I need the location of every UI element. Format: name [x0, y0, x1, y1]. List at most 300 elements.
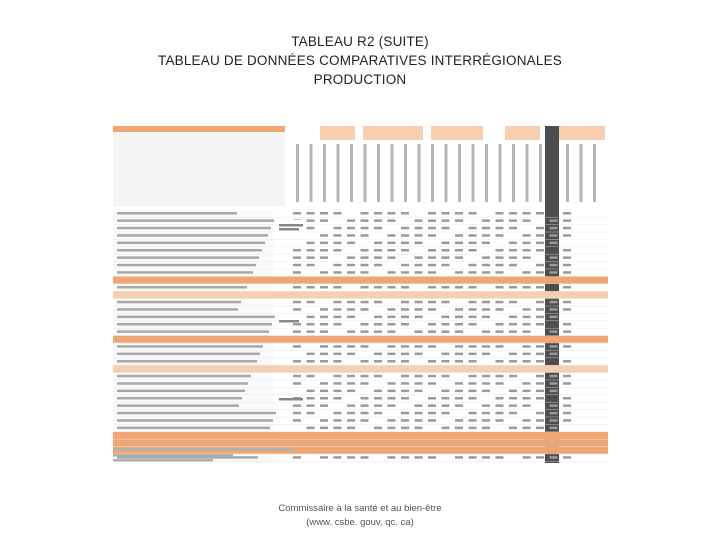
- cell-value: [307, 360, 315, 363]
- cell-value: [455, 249, 463, 252]
- cell-value: [496, 249, 504, 252]
- row-label-text: [117, 427, 270, 430]
- cell-value: [293, 256, 301, 259]
- row-label-text: [117, 330, 269, 333]
- cell-value: [401, 249, 409, 252]
- column-header-5: [350, 144, 353, 202]
- summary-row: [113, 439, 608, 446]
- cell-value: [442, 353, 450, 356]
- cell-value: [388, 286, 396, 289]
- footer-line-2: (www. csbe. gouv. qc. ca): [306, 517, 414, 528]
- cell-value: [496, 375, 504, 378]
- title-line-1: TABLEAU R2 (SUITE): [291, 34, 429, 49]
- cell-value: [455, 397, 463, 400]
- cell-value: [509, 264, 517, 267]
- cell-value: [455, 330, 463, 333]
- cell-value: [536, 397, 544, 400]
- cell-value: [401, 271, 409, 274]
- cell-value: [563, 256, 571, 259]
- cell-value: [442, 404, 450, 407]
- cell-value: [523, 345, 531, 348]
- cell-value: [307, 242, 315, 245]
- cell-value: [361, 404, 369, 407]
- cell-value: [347, 375, 355, 378]
- cell-value: [428, 375, 436, 378]
- cell-value: [482, 242, 490, 245]
- cell-value: [455, 212, 463, 215]
- cell-value: [415, 219, 423, 222]
- cell-value: [536, 360, 544, 363]
- row-label-text: [117, 264, 256, 267]
- cell-value: [536, 242, 544, 245]
- cell-value: [482, 256, 490, 259]
- cell-value: [442, 316, 450, 319]
- row-label-text: [117, 242, 265, 245]
- cell-value: [388, 330, 396, 333]
- summary-row: [113, 336, 608, 343]
- cell-value: [347, 234, 355, 237]
- cell-value: [536, 419, 544, 422]
- cell-value: [536, 227, 544, 230]
- cell-value: [482, 427, 490, 430]
- cell-value: [482, 390, 490, 393]
- column-header-16: [499, 144, 502, 202]
- cell-value: [442, 256, 450, 259]
- cell-value: [482, 227, 490, 230]
- cell-value: [523, 234, 531, 237]
- cell-value: [415, 419, 423, 422]
- cell-value: [401, 242, 409, 245]
- cell-value: [401, 264, 409, 267]
- row-label-text: [117, 375, 251, 378]
- row-label-text: [117, 212, 237, 215]
- cell-value: [523, 382, 531, 385]
- cell-value: [388, 256, 396, 259]
- cell-value: [496, 345, 504, 348]
- cell-value: [428, 234, 436, 237]
- cell-value: [347, 382, 355, 385]
- cell-value: [536, 375, 544, 378]
- cell-value: [455, 242, 463, 245]
- cell-value: [523, 397, 531, 400]
- cell-value: [550, 271, 558, 274]
- cell-value: [563, 271, 571, 274]
- summary-row: [113, 432, 608, 439]
- cell-value: [536, 353, 544, 356]
- cell-value: [428, 330, 436, 333]
- cell-value: [293, 382, 301, 385]
- section-label-accessibilite-text: [279, 228, 299, 231]
- cell-value: [320, 234, 328, 237]
- cell-value: [320, 360, 328, 363]
- column-header-14: [472, 144, 475, 202]
- section-label-accessibilite-text: [279, 224, 303, 227]
- column-header-11: [431, 144, 434, 202]
- column-header-8: [391, 144, 394, 202]
- cell-value: [401, 286, 409, 289]
- cell-value: [320, 219, 328, 222]
- cell-value: [523, 308, 531, 311]
- cell-value: [550, 404, 558, 407]
- cell-value: [347, 219, 355, 222]
- cell-value: [428, 212, 436, 215]
- cell-value: [509, 323, 517, 326]
- cell-value: [334, 316, 342, 319]
- cell-value: [388, 212, 396, 215]
- cell-value: [428, 456, 436, 459]
- cell-value: [415, 256, 423, 259]
- cell-value: [442, 212, 450, 215]
- cell-value: [388, 308, 396, 311]
- cell-value: [415, 242, 423, 245]
- cell-value: [415, 345, 423, 348]
- cell-value: [523, 456, 531, 459]
- cell-value: [469, 264, 477, 267]
- cell-value: [509, 249, 517, 252]
- cell-value: [550, 256, 558, 259]
- cell-value: [469, 456, 477, 459]
- cell-value: [293, 360, 301, 363]
- cell-value: [496, 234, 504, 237]
- cell-value: [442, 375, 450, 378]
- cell-value: [523, 219, 531, 222]
- cell-value: [334, 323, 342, 326]
- summary-row: [113, 277, 608, 284]
- cell-value: [482, 404, 490, 407]
- cell-value: [523, 316, 531, 319]
- cell-value: [469, 234, 477, 237]
- cell-value: [374, 301, 382, 304]
- cell-value: [455, 286, 463, 289]
- cell-value: [361, 330, 369, 333]
- column-header-21: [566, 144, 569, 202]
- cell-value: [307, 353, 315, 356]
- cell-value: [401, 345, 409, 348]
- row-label-text: [117, 456, 258, 459]
- cell-value: [374, 212, 382, 215]
- cell-value: [536, 264, 544, 267]
- cell-value: [307, 404, 315, 407]
- cell-value: [401, 456, 409, 459]
- cell-value: [428, 256, 436, 259]
- cell-value: [469, 212, 477, 215]
- cell-value: [523, 404, 531, 407]
- cell-value: [347, 456, 355, 459]
- cell-value: [550, 242, 558, 245]
- cell-value: [523, 323, 531, 326]
- cell-value: [320, 330, 328, 333]
- cell-value: [388, 249, 396, 252]
- cell-value: [455, 308, 463, 311]
- cell-value: [428, 286, 436, 289]
- cell-value: [496, 330, 504, 333]
- cell-value: [455, 316, 463, 319]
- cell-value: [388, 427, 396, 430]
- cell-value: [469, 390, 477, 393]
- cell-value: [293, 271, 301, 274]
- cell-value: [347, 404, 355, 407]
- column-header-1: [296, 144, 299, 202]
- cell-value: [361, 375, 369, 378]
- cell-value: [509, 219, 517, 222]
- cell-value: [509, 390, 517, 393]
- cell-value: [374, 242, 382, 245]
- cell-value: [482, 234, 490, 237]
- cell-value: [428, 419, 436, 422]
- cell-value: [334, 360, 342, 363]
- cell-value: [482, 419, 490, 422]
- cell-value: [536, 427, 544, 430]
- table-graphic: [113, 118, 608, 463]
- cell-value: [334, 412, 342, 415]
- row-label-text: [117, 308, 238, 311]
- cell-value: [401, 419, 409, 422]
- cell-value: [347, 353, 355, 356]
- slide-title: [0, 32, 720, 89]
- cell-value: [550, 412, 558, 415]
- cell-value: [428, 264, 436, 267]
- cell-value: [388, 390, 396, 393]
- cell-value: [374, 353, 382, 356]
- cell-value: [509, 227, 517, 230]
- cell-value: [374, 404, 382, 407]
- cell-value: [401, 353, 409, 356]
- cell-value: [307, 227, 315, 230]
- region-group-header-2: [363, 126, 423, 140]
- cell-value: [293, 323, 301, 326]
- column-header-17: [512, 144, 515, 202]
- cell-value: [361, 271, 369, 274]
- cell-value: [496, 227, 504, 230]
- cell-value: [469, 323, 477, 326]
- cell-value: [320, 308, 328, 311]
- row-label-text: [117, 219, 274, 222]
- cell-value: [509, 412, 517, 415]
- cell-value: [509, 301, 517, 304]
- cell-value: [523, 286, 531, 289]
- column-header-12: [445, 144, 448, 202]
- cell-value: [536, 323, 544, 326]
- cell-value: [455, 390, 463, 393]
- cell-value: [374, 323, 382, 326]
- column-header-4: [337, 144, 340, 202]
- cell-value: [347, 345, 355, 348]
- cell-value: [334, 212, 342, 215]
- cell-value: [293, 404, 301, 407]
- cell-value: [320, 345, 328, 348]
- cell-value: [563, 382, 571, 385]
- cell-value: [401, 323, 409, 326]
- cell-value: [442, 323, 450, 326]
- cell-value: [563, 375, 571, 378]
- cell-value: [320, 419, 328, 422]
- cell-value: [320, 249, 328, 252]
- cell-value: [496, 256, 504, 259]
- column-header-23: [593, 144, 596, 202]
- cell-value: [455, 427, 463, 430]
- cell-value: [509, 404, 517, 407]
- cell-value: [509, 360, 517, 363]
- cell-value: [347, 301, 355, 304]
- cell-value: [455, 256, 463, 259]
- cell-value: [455, 345, 463, 348]
- cell-value: [536, 249, 544, 252]
- cell-value: [374, 286, 382, 289]
- cell-value: [550, 456, 558, 459]
- cell-value: [469, 227, 477, 230]
- cell-value: [469, 427, 477, 430]
- cell-value: [523, 242, 531, 245]
- cell-value: [320, 456, 328, 459]
- cell-value: [388, 234, 396, 237]
- cell-value: [550, 353, 558, 356]
- cell-value: [482, 345, 490, 348]
- title-line-3: PRODUCTION: [313, 72, 407, 87]
- comparative-table-image: [113, 118, 608, 463]
- cell-value: [469, 360, 477, 363]
- cell-value: [401, 227, 409, 230]
- cell-value: [388, 345, 396, 348]
- cell-value: [509, 397, 517, 400]
- cell-value: [442, 227, 450, 230]
- cell-value: [536, 286, 544, 289]
- cell-value: [469, 308, 477, 311]
- cell-value: [509, 427, 517, 430]
- cell-value: [361, 382, 369, 385]
- cell-value: [307, 286, 315, 289]
- cell-value: [320, 404, 328, 407]
- cell-value: [563, 323, 571, 326]
- cell-value: [550, 330, 558, 333]
- cell-value: [482, 301, 490, 304]
- cell-value: [482, 382, 490, 385]
- section-label-productivite-text: [279, 398, 303, 401]
- cell-value: [388, 316, 396, 319]
- cell-value: [347, 330, 355, 333]
- cell-value: [374, 397, 382, 400]
- row-label-text: [117, 397, 242, 400]
- cell-value: [388, 360, 396, 363]
- cell-value: [347, 316, 355, 319]
- cell-value: [563, 286, 571, 289]
- title-line-2: TABLEAU DE DONNÉES COMPARATIVES INTERRÉGIONALES: [158, 53, 562, 68]
- cell-value: [428, 382, 436, 385]
- cell-value: [401, 390, 409, 393]
- cell-value: [415, 427, 423, 430]
- cell-value: [563, 412, 571, 415]
- subtotal-row: [113, 291, 608, 298]
- cell-value: [415, 412, 423, 415]
- cell-value: [361, 345, 369, 348]
- cell-value: [307, 301, 315, 304]
- cell-value: [415, 390, 423, 393]
- cell-value: [442, 242, 450, 245]
- cell-value: [334, 390, 342, 393]
- cell-value: [550, 382, 558, 385]
- subtotal-row: [113, 365, 608, 372]
- cell-value: [374, 316, 382, 319]
- cell-value: [482, 412, 490, 415]
- cell-value: [455, 360, 463, 363]
- cell-value: [320, 323, 328, 326]
- cell-value: [361, 212, 369, 215]
- cell-value: [523, 256, 531, 259]
- cell-value: [550, 390, 558, 393]
- cell-value: [523, 353, 531, 356]
- cell-value: [523, 360, 531, 363]
- cell-value: [442, 397, 450, 400]
- cell-value: [496, 419, 504, 422]
- cell-value: [307, 256, 315, 259]
- cell-value: [307, 316, 315, 319]
- cell-value: [361, 249, 369, 252]
- cell-value: [563, 330, 571, 333]
- cell-value: [482, 316, 490, 319]
- cell-value: [347, 412, 355, 415]
- row-label-text: [117, 256, 259, 259]
- cell-value: [388, 456, 396, 459]
- cell-value: [415, 375, 423, 378]
- cell-value: [334, 308, 342, 311]
- cell-value: [415, 227, 423, 230]
- cell-value: [550, 301, 558, 304]
- cell-value: [374, 219, 382, 222]
- region-group-header-1: [320, 126, 355, 140]
- cell-value: [509, 212, 517, 215]
- cell-value: [442, 219, 450, 222]
- cell-value: [415, 330, 423, 333]
- cell-value: [482, 308, 490, 311]
- cell-value: [536, 382, 544, 385]
- cell-value: [388, 271, 396, 274]
- cell-value: [428, 404, 436, 407]
- cell-value: [401, 427, 409, 430]
- cell-value: [442, 301, 450, 304]
- footnote-line: [113, 454, 233, 457]
- cell-value: [550, 227, 558, 230]
- footnote-line: [113, 448, 293, 451]
- cell-value: [509, 286, 517, 289]
- cell-value: [550, 375, 558, 378]
- cell-value: [320, 390, 328, 393]
- cell-value: [563, 308, 571, 311]
- cell-value: [469, 397, 477, 400]
- cell-value: [442, 427, 450, 430]
- cell-value: [374, 375, 382, 378]
- cell-value: [550, 234, 558, 237]
- cell-value: [361, 301, 369, 304]
- cell-value: [334, 249, 342, 252]
- section-label-qualite-text: [279, 320, 299, 323]
- cell-value: [563, 234, 571, 237]
- row-label-text: [117, 345, 263, 348]
- cell-value: [523, 330, 531, 333]
- cell-value: [442, 412, 450, 415]
- cell-value: [361, 256, 369, 259]
- cell-value: [563, 249, 571, 252]
- cell-value: [509, 242, 517, 245]
- cell-value: [361, 397, 369, 400]
- cell-value: [307, 412, 315, 415]
- row-label-text: [117, 316, 275, 319]
- cell-value: [320, 212, 328, 215]
- cell-value: [347, 227, 355, 230]
- cell-value: [347, 256, 355, 259]
- cell-value: [536, 301, 544, 304]
- cell-value: [320, 256, 328, 259]
- cell-value: [563, 301, 571, 304]
- cell-value: [388, 397, 396, 400]
